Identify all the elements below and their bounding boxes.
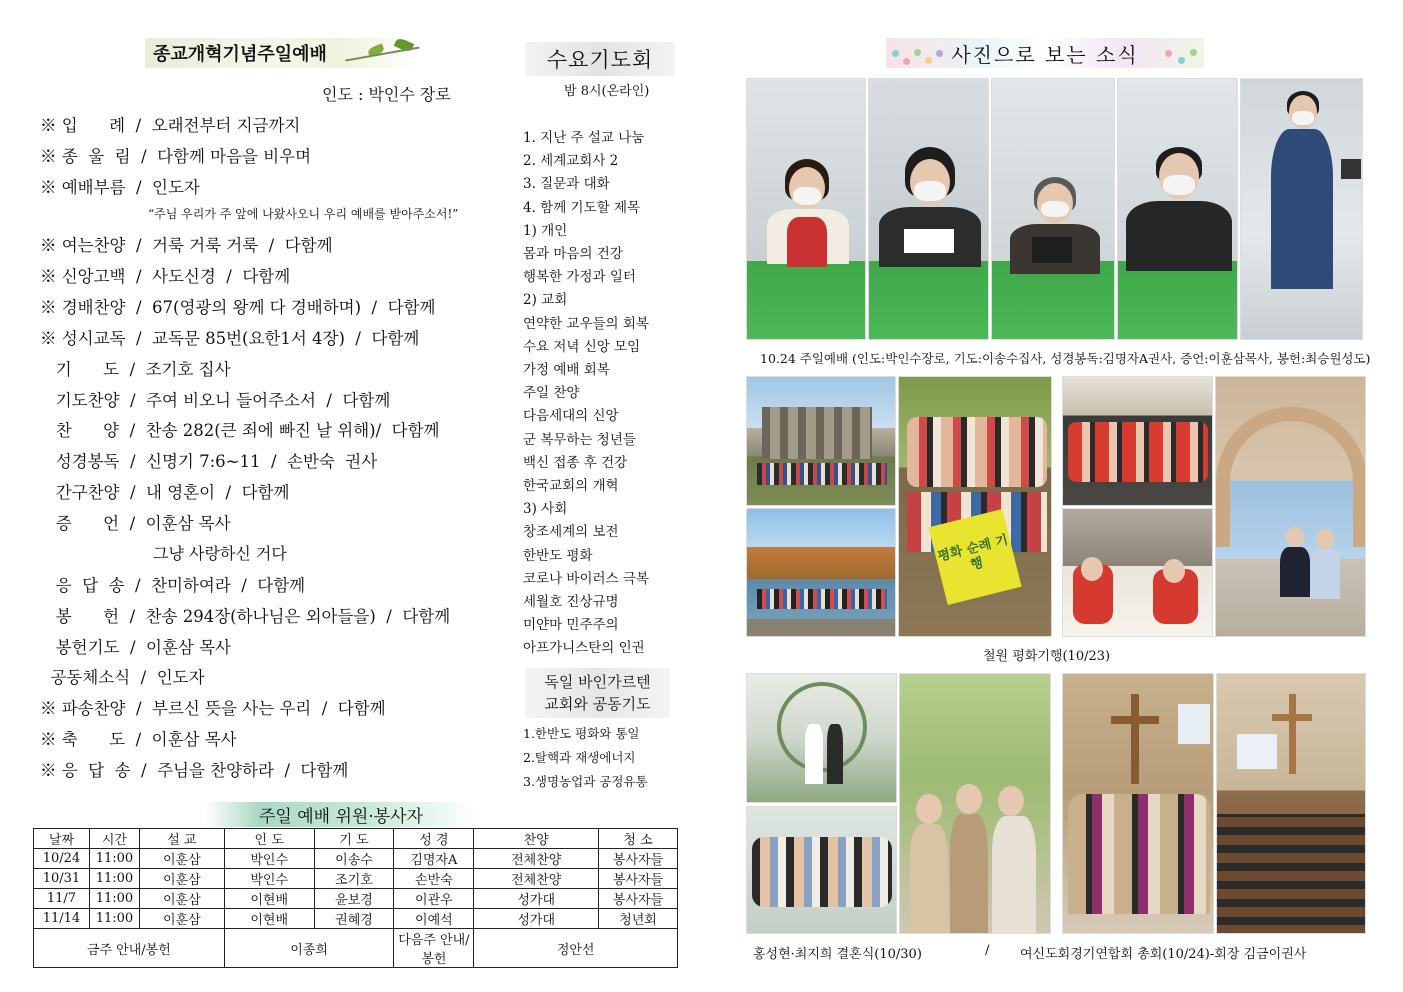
staff-table bbox=[33, 828, 678, 968]
photo-news-title: 사진으로 보는 소식 bbox=[951, 42, 1139, 67]
photo-trip-cliff-boat bbox=[1062, 508, 1213, 637]
staff-cell: 권혜경 bbox=[314, 909, 394, 929]
staff-cell: 10/31 bbox=[34, 869, 90, 889]
staff-header-cell: 청 소 bbox=[599, 829, 678, 849]
staff-cell: 이송수 bbox=[314, 849, 394, 869]
wednesday-prayer-item: 한국교회의 개혁 bbox=[523, 478, 619, 494]
staff-footer-row bbox=[34, 929, 678, 968]
table-row bbox=[34, 849, 678, 869]
worship-order-item: 응 답 송 / 찬미하여라 / 다함께 bbox=[40, 576, 306, 595]
worship-order-item: 증 언 / 이훈삼 목사 bbox=[40, 514, 231, 533]
wednesday-prayer-item: 1) 개인 bbox=[523, 222, 568, 239]
photo-wedding-women bbox=[899, 673, 1051, 934]
staff-header-cell: 기 도 bbox=[314, 829, 394, 849]
staff-cell: 윤보경 bbox=[314, 889, 394, 909]
staff-cell: 봉사자들 bbox=[599, 869, 678, 889]
staff-cell: 전체찬양 bbox=[474, 869, 599, 889]
photo-caption-trip: 철원 평화기행(10/23) bbox=[983, 649, 1111, 664]
staff-cell: 박인수 bbox=[224, 869, 314, 889]
worship-order-item: ※ 성시교독 / 교독문 85번(요한1서 4장) / 다함께 bbox=[40, 329, 420, 348]
peace-banner-text: 평화 순례 기행 bbox=[936, 532, 1010, 574]
staff-cell: 11:00 bbox=[89, 869, 139, 889]
wednesday-prayer-item: 백신 접종 후 건강 bbox=[523, 454, 628, 471]
staff-banner bbox=[205, 802, 477, 827]
staff-cell: 11:00 bbox=[89, 849, 139, 869]
staff-cell: 박인수 bbox=[224, 849, 314, 869]
worship-order-item: 공동체소식 / 인도자 bbox=[40, 668, 205, 687]
worship-title: 종교개혁기념주일예배 bbox=[153, 44, 327, 65]
worship-order-item: 기도찬양 / 주여 비오니 들어주소서 / 다함께 bbox=[40, 391, 391, 410]
photo-trip-river-group bbox=[746, 508, 896, 637]
photo-trip-group-ruins bbox=[746, 376, 896, 506]
staff-cell: 전체찬양 bbox=[474, 849, 599, 869]
staff-cell: 11:00 bbox=[89, 889, 139, 909]
staff-title: 주일 예배 위원·봉사자 bbox=[258, 807, 423, 827]
staff-cell: 이훈삼 bbox=[139, 909, 224, 929]
staff-cell: 이훈삼 bbox=[139, 889, 224, 909]
photo-trip-peace-banner bbox=[898, 376, 1052, 637]
wednesday-prayer-item: 수요 저녁 신앙 모임 bbox=[523, 338, 641, 355]
staff-header-cell: 성 경 bbox=[394, 829, 474, 849]
photo-worship-prayer bbox=[868, 78, 989, 340]
worship-order-item: ※ 경배찬양 / 67(영광의 왕께 다 경배하며) / 다함께 bbox=[40, 298, 436, 317]
wednesday-prayer-item: 1. 지난 주 설교 나눔 bbox=[523, 130, 645, 146]
worship-order-item: ※ 축 도 / 이훈삼 목사 bbox=[40, 730, 237, 749]
worship-order-item: 성경봉독 / 신명기 7:6~11 / 손반숙 권사 bbox=[40, 452, 378, 471]
staff-cell: 11/14 bbox=[34, 909, 90, 929]
wednesday-prayer-item: 3. 질문과 대화 bbox=[523, 176, 610, 193]
wednesday-prayer-item: 2) 교회 bbox=[523, 292, 568, 309]
worship-order-item: 기 도 / 조기호 집사 bbox=[40, 360, 231, 379]
table-row bbox=[34, 909, 678, 929]
staff-header-cell: 인 도 bbox=[224, 829, 314, 849]
staff-cell: 성가대 bbox=[474, 909, 599, 929]
wednesday-prayer-item: 아프가니스탄의 인권 bbox=[523, 640, 645, 657]
wednesday-prayer-item: 미얀마 민주주의 bbox=[523, 617, 619, 634]
worship-order-item: 간구찬양 / 내 영혼이 / 다함께 bbox=[40, 483, 290, 502]
photo-caption-worship: 10.24 주일예배 (인도:박인수장로, 기도:이송수집사, 성경봉독:김명자A권사, 증언:이훈삼목사, 봉헌:최승원성도) bbox=[760, 351, 1371, 366]
wednesday-prayer-banner bbox=[525, 42, 675, 76]
wednesday-prayer-item: 군 복무하는 청년들 bbox=[523, 431, 636, 448]
wednesday-prayer-item: 창조세계의 보전 bbox=[523, 524, 619, 541]
wednesday-prayer-item: 한반도 평화 bbox=[523, 547, 593, 564]
worship-order-item: ※ 응 답 송 / 주님을 찬양하라 / 다함께 bbox=[40, 761, 349, 780]
germany-prayer-item: 1.한반도 평화와 통일 bbox=[523, 726, 640, 741]
staff-cell: 김명자A bbox=[394, 849, 474, 869]
worship-order-item: 봉 헌 / 찬송 294장(하나님은 외아들을) / 다함께 bbox=[40, 607, 451, 626]
staff-cell: 청년회 bbox=[599, 909, 678, 929]
worship-order-item: ※ 여는찬양 / 거룩 거룩 거룩 / 다함께 bbox=[40, 236, 333, 255]
wednesday-prayer-item: 주일 찬양 bbox=[523, 385, 580, 402]
wednesday-prayer-item: 2. 세계교회사 2 bbox=[523, 153, 619, 170]
photo-caption-wedding: 홍성현·최지희 결혼식(10/30) bbox=[753, 947, 922, 962]
photo-trip-bridge bbox=[1215, 376, 1366, 637]
photo-news-banner bbox=[886, 38, 1204, 68]
wednesday-prayer-item: 세월호 진상규명 bbox=[523, 594, 619, 610]
worship-order-item: ※ 종 울 림 / 다함께 마음을 비우며 bbox=[40, 147, 312, 166]
staff-header-cell: 설 교 bbox=[139, 829, 224, 849]
photo-worship-leader bbox=[746, 78, 866, 340]
staff-cell: 봉사자들 bbox=[599, 849, 678, 869]
germany-prayer-item: 2.탈핵과 재생에너지 bbox=[523, 750, 636, 765]
worship-order-item: ※ 신앙고백 / 사도신경 / 다함께 bbox=[40, 267, 291, 286]
staff-footer-cell: 다음주 안내/봉헌 bbox=[394, 929, 474, 968]
table-row bbox=[34, 869, 678, 889]
wednesday-prayer-item: 가정 예배 회복 bbox=[523, 362, 610, 378]
staff-cell: 성가대 bbox=[474, 889, 599, 909]
worship-order-item: 찬 양 / 찬송 282(큰 죄에 빠진 날 위해)/ 다함께 bbox=[40, 421, 440, 440]
staff-cell: 10/24 bbox=[34, 849, 90, 869]
staff-footer-cell: 이종희 bbox=[224, 929, 394, 968]
germany-prayer-banner bbox=[525, 668, 670, 718]
sermon-title: 그냥 사랑하신 거다 bbox=[153, 544, 287, 563]
worship-order-item: ※ 파송찬양 / 부르신 뜻을 사는 우리 / 다함께 bbox=[40, 699, 386, 718]
staff-cell: 이훈삼 bbox=[139, 869, 224, 889]
wednesday-prayer-title: 수요기도회 bbox=[546, 48, 654, 72]
germany-prayer-title-line2: 교회와 공동기도 bbox=[544, 695, 651, 713]
staff-cell: 이훈삼 bbox=[139, 849, 224, 869]
worship-order-item: ※ 예배부름 / 인도자 bbox=[40, 178, 200, 197]
worship-order-item: 봉헌기도 / 이훈삼 목사 bbox=[40, 638, 231, 657]
photo-worship-sermon bbox=[1117, 78, 1238, 340]
photo-wedding-friends bbox=[746, 806, 897, 934]
photo-caption-association: 여신도회경기연합회 총회(10/24)-회장 김금이권사 bbox=[1020, 947, 1307, 962]
wednesday-prayer-item: 행복한 가정과 일터 bbox=[523, 269, 636, 286]
worship-leader: 인도 : 박인수 장로 bbox=[322, 85, 451, 104]
germany-prayer-item: 3.생명농업과 공정유통 bbox=[523, 774, 648, 789]
call-to-worship-verse: “주님 우리가 주 앞에 나왔사오니 우리 예배를 받아주소서!” bbox=[148, 207, 459, 221]
staff-footer-cell: 정안선 bbox=[474, 929, 678, 968]
staff-cell: 이예석 bbox=[394, 909, 474, 929]
staff-cell: 이현배 bbox=[224, 889, 314, 909]
staff-cell: 11:00 bbox=[89, 909, 139, 929]
staff-header-row bbox=[34, 829, 678, 849]
germany-prayer-title-line1: 독일 바인가르텐 bbox=[544, 673, 651, 691]
wednesday-prayer-item: 코로나 바이러스 극복 bbox=[523, 570, 649, 587]
staff-cell: 봉사자들 bbox=[599, 889, 678, 909]
photo-worship-offering bbox=[1240, 78, 1363, 340]
wednesday-prayer-item: 3) 사회 bbox=[523, 501, 568, 518]
photo-wedding-couple bbox=[746, 673, 897, 803]
photo-caption-separator: / bbox=[985, 943, 990, 958]
staff-cell: 손반숙 bbox=[394, 869, 474, 889]
staff-cell: 11/7 bbox=[34, 889, 90, 909]
table-row bbox=[34, 889, 678, 909]
wednesday-prayer-item: 4. 함께 기도할 제목 bbox=[523, 199, 641, 216]
photo-trip-boat-group bbox=[1062, 376, 1213, 506]
wednesday-prayer-item: 연약한 교우들의 회복 bbox=[523, 315, 649, 332]
wednesday-prayer-item: 다음세대의 신앙 bbox=[523, 408, 619, 425]
staff-header-cell: 찬양 bbox=[474, 829, 599, 849]
worship-order-item: ※ 입 례 / 오래전부터 지금까지 bbox=[40, 116, 301, 135]
staff-header-cell: 날짜 bbox=[34, 829, 90, 849]
staff-cell: 조기호 bbox=[314, 869, 394, 889]
photo-association-group bbox=[1062, 673, 1214, 934]
photo-association-hall bbox=[1216, 673, 1366, 934]
staff-header-cell: 시간 bbox=[89, 829, 139, 849]
staff-cell: 이현배 bbox=[224, 909, 314, 929]
wednesday-prayer-item: 몸과 마음의 건강 bbox=[523, 246, 623, 262]
staff-footer-cell: 금주 안내/봉헌 bbox=[34, 929, 225, 968]
photo-worship-reading bbox=[991, 78, 1115, 340]
staff-cell: 이관우 bbox=[394, 889, 474, 909]
wednesday-prayer-time: 밤 8시(온라인) bbox=[564, 84, 650, 99]
